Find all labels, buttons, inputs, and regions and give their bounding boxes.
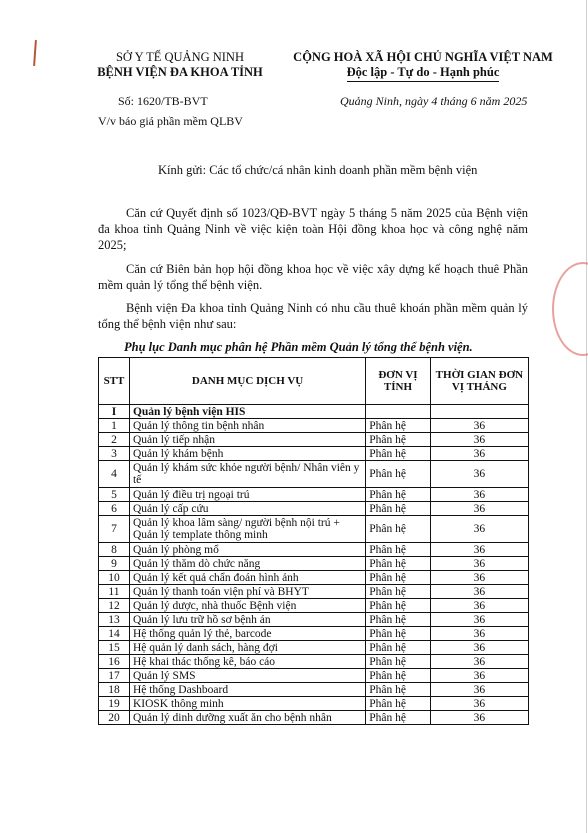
header-service: DANH MỤC DỊCH VỤ (129, 358, 365, 405)
paragraph-2: Căn cứ Biên bản họp hội đồng khoa học về việc xây dựng kế hoạch thuê Phần mềm quản lý tổng thể bệnh viện. (98, 262, 528, 292)
table-row (99, 447, 529, 461)
row-number: 4 (99, 461, 130, 488)
row-unit: Phân hệ (366, 599, 431, 613)
section-row (99, 405, 529, 419)
table-row (99, 488, 529, 502)
table-header-row (99, 358, 529, 405)
greeting-line: Kính gửi: Các tổ chức/cá nhân kinh doanh phần mềm bệnh viện (158, 163, 478, 177)
place-date: Quảng Ninh, ngày 4 tháng 6 năm 2025 (340, 94, 528, 108)
table-row (99, 613, 529, 627)
table-row (99, 433, 529, 447)
row-service: Quản lý khám bệnh (129, 447, 365, 461)
row-service: Quản lý thông tin bệnh nhân (129, 419, 365, 433)
section-name: Quản lý bệnh viện HIS (129, 405, 365, 419)
header-right (278, 50, 568, 82)
row-unit: Phân hệ (366, 585, 431, 599)
section-duration (430, 405, 528, 419)
table-row (99, 516, 529, 543)
table-title: Phụ lục Danh mục phân hệ Phần mềm Quản lý tổng thể bệnh viện. (124, 340, 473, 354)
row-unit: Phân hệ (366, 697, 431, 711)
row-unit: Phân hệ (366, 627, 431, 641)
agency-name: SỞ Y TẾ QUẢNG NINH (115, 50, 244, 64)
row-number: 13 (99, 613, 130, 627)
row-number: 2 (99, 433, 130, 447)
row-number: 6 (99, 502, 130, 516)
row-service: Hệ khai thác thống kê, báo cáo (129, 655, 365, 669)
row-service: Hệ quản lý danh sách, hàng đợi (129, 641, 365, 655)
row-number: 7 (99, 516, 130, 543)
table-row (99, 627, 529, 641)
row-number: 3 (99, 447, 130, 461)
row-unit: Phân hệ (366, 641, 431, 655)
row-unit: Phân hệ (366, 488, 431, 502)
table-row (99, 543, 529, 557)
row-service: Hệ thống Dashboard (129, 683, 365, 697)
table-row (99, 585, 529, 599)
row-duration: 36 (430, 557, 528, 571)
table-row (99, 557, 529, 571)
row-number: 12 (99, 599, 130, 613)
row-number: 20 (99, 711, 130, 725)
row-service: Quản lý phòng mổ (129, 543, 365, 557)
header-stt: STT (99, 358, 130, 405)
row-unit: Phân hệ (366, 419, 431, 433)
row-number: 10 (99, 571, 130, 585)
row-service: Quản lý thanh toán viện phí và BHYT (129, 585, 365, 599)
row-service: Quản lý thăm dò chức năng (129, 557, 365, 571)
row-unit: Phân hệ (366, 655, 431, 669)
row-service: Quản lý lưu trữ hồ sơ bệnh án (129, 613, 365, 627)
row-unit: Phân hệ (366, 711, 431, 725)
row-unit: Phân hệ (366, 669, 431, 683)
row-unit: Phân hệ (366, 683, 431, 697)
row-service: Quản lý tiếp nhận (129, 433, 365, 447)
row-duration: 36 (430, 461, 528, 488)
row-service: Quản lý điều trị ngoại trú (129, 488, 365, 502)
row-duration: 36 (430, 488, 528, 502)
row-number: 9 (99, 557, 130, 571)
row-number: 8 (99, 543, 130, 557)
row-service: Quản lý SMS (129, 669, 365, 683)
row-service: Hệ thống quản lý thẻ, barcode (129, 627, 365, 641)
table-row (99, 571, 529, 585)
header-unit: ĐƠN VỊ TÍNH (366, 358, 431, 405)
row-service: Quản lý kết quả chẩn đoán hình ảnh (129, 571, 365, 585)
header-left (80, 50, 280, 80)
table-row (99, 669, 529, 683)
row-unit: Phân hệ (366, 557, 431, 571)
table-row (99, 502, 529, 516)
row-duration: 36 (430, 502, 528, 516)
service-table (98, 357, 529, 725)
row-service: Quản lý cấp cứu (129, 502, 365, 516)
row-duration: 36 (430, 516, 528, 543)
row-duration: 36 (430, 655, 528, 669)
row-number: 1 (99, 419, 130, 433)
table-row (99, 641, 529, 655)
red-seal-stamp (552, 262, 588, 356)
row-duration: 36 (430, 599, 528, 613)
row-unit: Phân hệ (366, 516, 431, 543)
page-edge (586, 0, 587, 833)
row-duration: 36 (430, 711, 528, 725)
row-duration: 36 (430, 447, 528, 461)
row-duration: 36 (430, 613, 528, 627)
row-duration: 36 (430, 433, 528, 447)
row-number: 5 (99, 488, 130, 502)
row-unit: Phân hệ (366, 543, 431, 557)
row-service: Quản lý khám sức khỏe người bệnh/ Nhân viên y tế (129, 461, 365, 488)
red-pen-mark (33, 40, 37, 66)
row-duration: 36 (430, 683, 528, 697)
section-unit (366, 405, 431, 419)
row-duration: 36 (430, 641, 528, 655)
row-unit: Phân hệ (366, 433, 431, 447)
republic-title: CỘNG HOÀ XÃ HỘI CHỦ NGHĨA VIỆT NAM (293, 50, 553, 64)
table-row (99, 683, 529, 697)
row-duration: 36 (430, 669, 528, 683)
row-duration: 36 (430, 697, 528, 711)
header-duration: THỜI GIAN ĐƠN VỊ THÁNG (430, 358, 528, 405)
row-service: KIOSK thông minh (129, 697, 365, 711)
table-row (99, 655, 529, 669)
row-unit: Phân hệ (366, 502, 431, 516)
national-motto: Độc lập - Tự do - Hạnh phúc (347, 65, 500, 82)
paragraph-3: Bệnh viện Đa khoa tỉnh Quảng Ninh có nhu cầu thuê khoán phần mềm quản lý tổng thể bệnh viện như sau: (98, 301, 528, 331)
row-service: Quản lý khoa lâm sàng/ người bệnh nội trú + Quản lý template thông minh (129, 516, 365, 543)
document-subject: V/v báo giá phần mềm QLBV (98, 114, 243, 128)
row-duration: 36 (430, 419, 528, 433)
row-duration: 36 (430, 585, 528, 599)
paragraph-1: Căn cứ Quyết định số 1023/QĐ-BVT ngày 5 tháng 5 năm 2025 của Bệnh viện đa khoa tỉnh Quảng Ninh về việc kiện toàn Hội đồng khoa học và công nghệ năm 2025; (98, 206, 528, 252)
table-row (99, 697, 529, 711)
row-duration: 36 (430, 543, 528, 557)
row-duration: 36 (430, 571, 528, 585)
section-number: I (99, 405, 130, 419)
row-duration: 36 (430, 627, 528, 641)
row-unit: Phân hệ (366, 447, 431, 461)
row-number: 18 (99, 683, 130, 697)
row-number: 14 (99, 627, 130, 641)
table-row (99, 599, 529, 613)
reference-number: Số: 1620/TB-BVT (118, 94, 208, 108)
table-row (99, 461, 529, 488)
row-number: 11 (99, 585, 130, 599)
row-unit: Phân hệ (366, 461, 431, 488)
table-row (99, 419, 529, 433)
row-number: 15 (99, 641, 130, 655)
table-row (99, 711, 529, 725)
row-number: 19 (99, 697, 130, 711)
row-service: Quản lý dinh dưỡng xuất ăn cho bệnh nhân (129, 711, 365, 725)
hospital-name: BỆNH VIỆN ĐA KHOA TỈNH (97, 65, 263, 79)
row-number: 16 (99, 655, 130, 669)
row-number: 17 (99, 669, 130, 683)
row-unit: Phân hệ (366, 613, 431, 627)
row-service: Quản lý dược, nhà thuốc Bệnh viện (129, 599, 365, 613)
row-unit: Phân hệ (366, 571, 431, 585)
